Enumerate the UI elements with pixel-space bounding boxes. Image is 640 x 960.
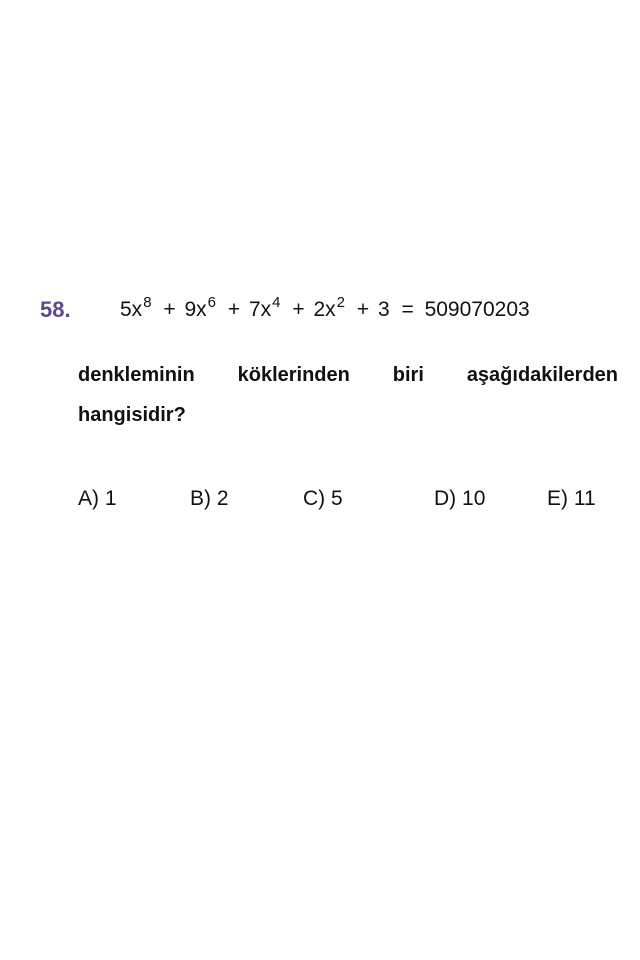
prompt-word: denkleminin — [78, 364, 195, 386]
plus-operator: + — [356, 298, 370, 321]
term-exponent: 6 — [207, 294, 217, 311]
option-a[interactable] — [78, 483, 117, 515]
term-base: 9x — [184, 298, 207, 321]
equation — [120, 294, 530, 326]
equation-term-3 — [249, 294, 281, 326]
prompt-line-2: hangisidir? — [78, 404, 186, 426]
option-label: A) — [78, 487, 99, 510]
term-exponent: 2 — [336, 294, 345, 311]
option-d[interactable] — [434, 483, 485, 515]
answer-options — [78, 483, 618, 515]
option-value: 10 — [462, 487, 486, 510]
plus-operator: + — [227, 298, 241, 321]
option-value: 1 — [104, 487, 117, 510]
option-label: E) — [547, 487, 568, 510]
term-exponent: 8 — [143, 294, 152, 311]
question-prompt — [78, 355, 618, 435]
plus-operator: + — [163, 298, 176, 321]
term-base: 7x — [248, 298, 272, 321]
prompt-word: biri — [392, 364, 424, 386]
prompt-word: aşağıdakilerden — [466, 364, 618, 386]
plus-operator: + — [292, 298, 305, 321]
prompt-line-1 — [78, 355, 618, 395]
option-b[interactable] — [190, 483, 229, 515]
equation-term-5: 3 — [377, 298, 390, 321]
option-value: 11 — [573, 487, 596, 510]
option-label: B) — [190, 487, 211, 510]
term-exponent: 4 — [272, 294, 281, 311]
equation-term-2 — [184, 294, 216, 326]
option-value: 2 — [216, 487, 229, 510]
term-base: 2x — [313, 298, 336, 321]
option-e[interactable] — [547, 483, 596, 515]
equation-term-1 — [120, 294, 152, 326]
option-label: C) — [303, 487, 326, 510]
question-number: 58. — [40, 297, 71, 322]
option-value: 5 — [331, 487, 343, 510]
option-label: D) — [434, 487, 457, 510]
equation-term-4 — [313, 294, 345, 326]
equals-operator: = — [401, 298, 414, 321]
equation-rhs: 509070203 — [424, 298, 530, 321]
option-c[interactable] — [303, 483, 343, 515]
prompt-word: köklerinden — [237, 364, 350, 386]
term-base: 5x — [120, 298, 143, 321]
